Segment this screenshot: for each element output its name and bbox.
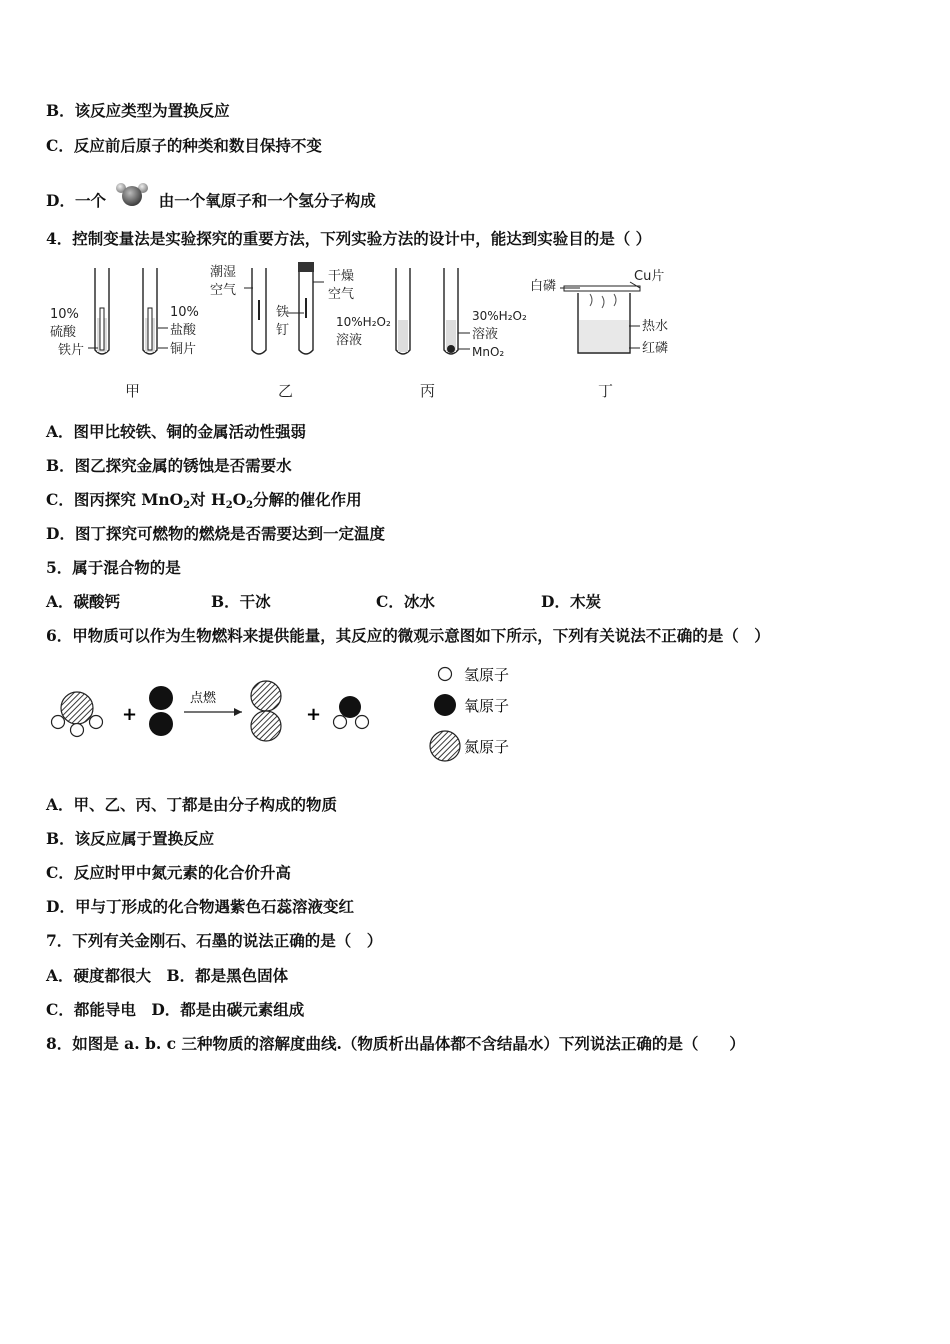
q4-stem: 4．控制变量法是实验探究的重要方法，下列实验方法的设计中，能达到实验目的是（ ） <box>46 229 652 248</box>
q6-stem: 6．甲物质可以作为生物燃料来提供能量，其反应的微观示意图如下所示，下列有关说法不正确的是（ ） <box>46 626 770 645</box>
stopper <box>298 262 314 272</box>
q6-option-d: D．甲与丁形成的化合物遇紫色石蕊溶液变红 <box>46 897 354 916</box>
oxygen-atom-icon <box>149 712 173 736</box>
q4-option-c: C．图丙探究 MnO$_2$对 $H_2O_2$分解的催化作用 <box>46 490 362 511</box>
figure-bing <box>336 268 527 400</box>
yi-dry2: 空气 <box>328 287 355 302</box>
q4-experiment-figure <box>40 258 680 408</box>
figure-jia <box>50 268 199 400</box>
q3-option-d <box>46 182 376 211</box>
copper-sheet <box>148 308 152 350</box>
oxygen-atom-icon <box>122 186 142 206</box>
yi-dry1: 干燥 <box>328 269 355 284</box>
legend-oxygen: 氧原子 <box>464 697 510 715</box>
q4-option-a: A．图甲比较铁、铜的金属活动性强弱 <box>46 422 307 441</box>
q6-option-b: B．该反应属于置换反应 <box>46 829 215 848</box>
ding-cu: Cu片 <box>634 269 665 284</box>
q6-reaction-figure <box>44 660 544 770</box>
arrow-icon <box>234 708 242 716</box>
jia-left-acid: 10% <box>50 307 79 322</box>
jia-left-acid2: 硫酸 <box>50 325 77 340</box>
ding-white-p: 白磷 <box>530 279 557 294</box>
yi-wet1: 潮湿 <box>210 265 237 280</box>
ding-red-p: 红磷 <box>642 341 669 356</box>
q5-stem: 5．属于混合物的是 <box>46 558 181 577</box>
molecule-bing <box>251 681 281 741</box>
nitrogen-atom-icon <box>251 711 281 741</box>
legend <box>430 666 509 761</box>
jia-right-acid: 10% <box>170 305 199 320</box>
jia-right-acid2: 盐酸 <box>170 323 197 338</box>
ding-label: 丁 <box>598 382 614 400</box>
hydrogen-atom-icon <box>71 724 84 737</box>
bing-left-sol1: 10%H₂O₂ <box>336 315 391 329</box>
hydrogen-atom-icon <box>356 716 369 729</box>
q8-stem: 8．如图是 a. b. c 三种物质的溶解度曲线.（物质析出晶体都不含结晶水）下列说法正确的是（ ） <box>46 1034 745 1053</box>
jia-right-metal: 铜片 <box>170 342 197 357</box>
hydrogen-atom-icon <box>52 716 65 729</box>
yi-nail2: 钉 <box>276 323 290 338</box>
bing-right-sol2: 溶液 <box>472 327 499 342</box>
hydrogen-atom-icon <box>90 716 103 729</box>
q7-options-row1: A．硬度都很大 B．都是黑色固体 <box>46 966 289 985</box>
q5-option-c: C．冰水 <box>376 592 435 611</box>
bing-right-sol1: 30%H₂O₂ <box>472 309 527 323</box>
oxygen-atom-icon <box>149 686 173 710</box>
q4-option-d: D．图丁探究可燃物的燃烧是否需要达到一定温度 <box>46 524 385 543</box>
jia-label: 甲 <box>125 382 141 400</box>
q5-option-b: B．干冰 <box>211 592 271 611</box>
oxygen-atom-icon <box>339 696 361 718</box>
yi-wet2: 空气 <box>210 283 237 298</box>
figure-yi <box>210 262 354 400</box>
water-molecule-icon <box>115 182 149 208</box>
bing-left-sol2: 溶液 <box>336 333 363 348</box>
q5-option-d: D．木炭 <box>541 592 601 611</box>
reaction-condition: 点燃 <box>190 691 217 706</box>
q7-options-row2: C．都能导电 D．都是由碳元素组成 <box>46 1000 305 1019</box>
q3-option-c: C．反应前后原子的种类和数目保持不变 <box>46 136 322 155</box>
legend-nitrogen: 氮原子 <box>464 738 510 756</box>
mno2-powder <box>447 345 455 353</box>
q3-option-d-prefix: D．一个 <box>46 191 106 210</box>
yi-label: 乙 <box>278 382 294 400</box>
q6-option-a: A．甲、乙、丙、丁都是由分子构成的物质 <box>46 795 338 814</box>
q3-option-b: B．该反应类型为置换反应 <box>46 101 230 120</box>
q5-options <box>46 592 601 612</box>
bing-label: 丙 <box>420 382 436 400</box>
oxygen-atom-icon <box>434 694 456 716</box>
iron-sheet <box>100 308 104 350</box>
q3-option-d-suffix: 由一个氧原子和一个氢分子构成 <box>158 191 376 210</box>
hydrogen-atom-icon <box>334 716 347 729</box>
q5-option-a: A．碳酸钙 <box>46 592 121 611</box>
nitrogen-atom-icon <box>430 731 460 761</box>
yi-nail1: 铁 <box>276 305 290 320</box>
hydrogen-atom-icon <box>439 668 452 681</box>
jia-left-metal: 铁片 <box>58 343 85 358</box>
nitrogen-atom-icon <box>251 681 281 711</box>
figure-ding <box>530 268 668 400</box>
legend-hydrogen: 氢原子 <box>464 666 510 684</box>
bing-catalyst: MnO₂ <box>472 345 505 359</box>
nitrogen-atom-icon <box>61 692 93 724</box>
plus-sign: + <box>122 704 138 725</box>
molecule-ding <box>334 696 369 729</box>
ding-hot-water: 热水 <box>642 319 669 334</box>
molecule-yi <box>149 686 173 736</box>
q4-option-b: B．图乙探究金属的锈蚀是否需要水 <box>46 456 292 475</box>
q7-stem: 7．下列有关金刚石、石墨的说法正确的是（ ） <box>46 931 383 950</box>
q6-option-c: C．反应时甲中氮元素的化合价升高 <box>46 863 291 882</box>
molecule-jia <box>52 692 103 737</box>
plus-sign: + <box>306 704 322 725</box>
